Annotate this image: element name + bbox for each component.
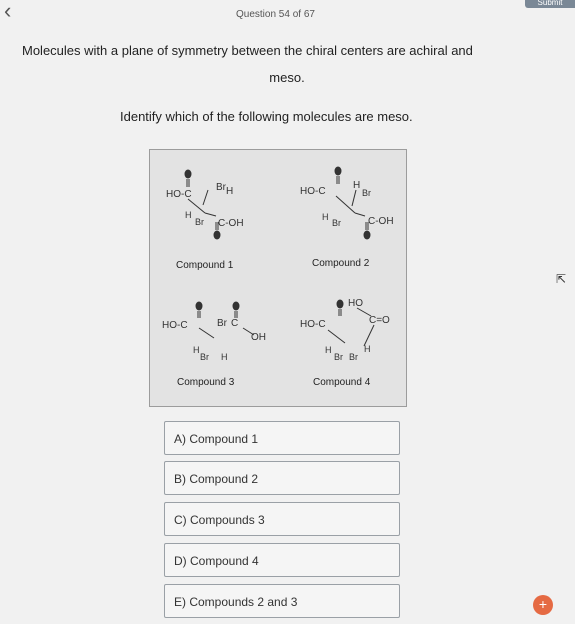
svg-text:C: C bbox=[231, 318, 239, 329]
svg-text:HO-C: HO-C bbox=[162, 320, 188, 331]
option-b[interactable]: B) Compound 2 bbox=[164, 461, 400, 495]
option-e[interactable]: E) Compounds 2 and 3 bbox=[164, 584, 400, 618]
submit-button[interactable]: Submit bbox=[525, 0, 575, 8]
compounds-figure bbox=[149, 149, 407, 407]
svg-text:Br: Br bbox=[216, 182, 226, 193]
svg-text:Br: Br bbox=[332, 218, 341, 228]
question-prompt bbox=[22, 37, 552, 91]
caption-compound-1: Compound 1 bbox=[176, 260, 234, 271]
svg-text:C-OH: C-OH bbox=[368, 216, 394, 227]
prompt-line-2: meso. bbox=[269, 70, 305, 85]
chevron-left-icon[interactable]: ‹ bbox=[4, 0, 12, 23]
question-instruction: Identify which of the following molecules are meso. bbox=[120, 109, 413, 124]
svg-text:HO: HO bbox=[348, 298, 363, 309]
top-bar bbox=[0, 0, 575, 24]
svg-text:H: H bbox=[193, 345, 200, 355]
option-a[interactable]: A) Compound 1 bbox=[164, 421, 400, 455]
svg-text:H: H bbox=[221, 352, 228, 362]
prompt-line-1: Molecules with a plane of symmetry between the chiral centers are achiral and bbox=[22, 43, 473, 58]
svg-text:HO-C: HO-C bbox=[300, 186, 326, 197]
svg-text:Br: Br bbox=[200, 352, 209, 362]
svg-text:Br: Br bbox=[362, 188, 371, 198]
svg-text:H: H bbox=[185, 210, 192, 220]
svg-text:H: H bbox=[364, 344, 371, 354]
caption-compound-3: Compound 3 bbox=[177, 377, 235, 388]
svg-text:C-OH: C-OH bbox=[218, 218, 244, 229]
svg-text:H: H bbox=[226, 186, 234, 197]
svg-text:H: H bbox=[322, 212, 329, 222]
caption-compound-4: Compound 4 bbox=[313, 377, 371, 388]
svg-text:C=O: C=O bbox=[369, 315, 390, 326]
mouse-cursor-icon: ⇱ bbox=[556, 272, 567, 286]
svg-text:HO-C: HO-C bbox=[166, 189, 192, 200]
svg-text:H: H bbox=[325, 345, 332, 355]
compound-1-structure bbox=[185, 170, 220, 239]
svg-text:Br: Br bbox=[349, 352, 358, 362]
option-d[interactable]: D) Compound 4 bbox=[164, 543, 400, 577]
option-c[interactable]: C) Compounds 3 bbox=[164, 502, 400, 536]
svg-text:HO-C: HO-C bbox=[300, 319, 326, 330]
svg-text:Br: Br bbox=[217, 318, 227, 329]
plus-icon[interactable]: + bbox=[533, 595, 553, 615]
caption-compound-2: Compound 2 bbox=[312, 258, 370, 269]
question-counter: Question 54 of 67 bbox=[236, 9, 315, 20]
svg-text:Br: Br bbox=[334, 352, 343, 362]
svg-text:OH: OH bbox=[251, 332, 266, 343]
compounds-structures bbox=[150, 150, 406, 406]
svg-text:H: H bbox=[353, 180, 361, 191]
svg-text:Br: Br bbox=[195, 217, 204, 227]
compound-2-structure bbox=[335, 167, 370, 239]
